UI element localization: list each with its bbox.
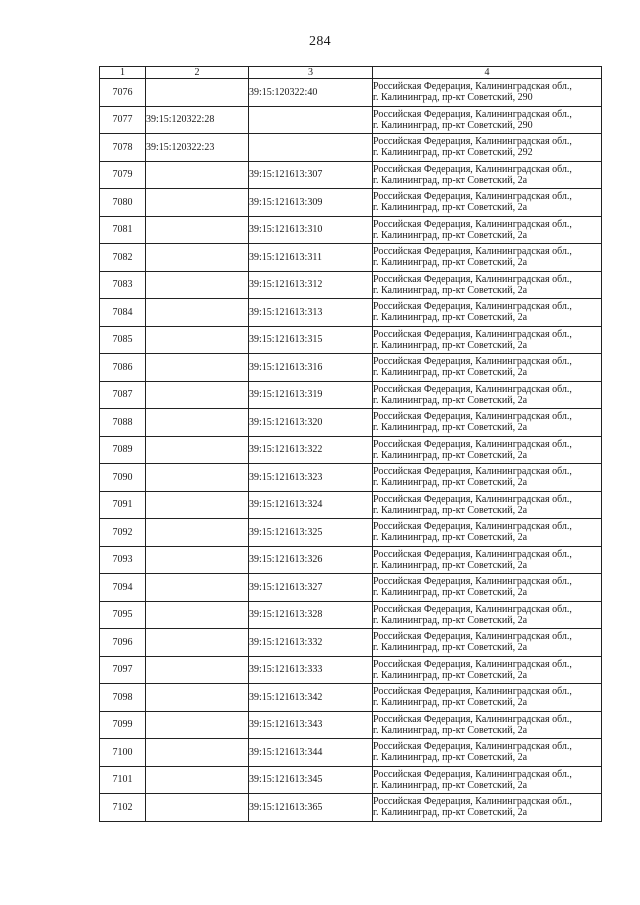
cadastral-number-cell — [146, 436, 249, 464]
address-cell — [373, 601, 602, 629]
address-cell — [373, 711, 602, 739]
row-number-cell: 7089 — [100, 436, 146, 464]
column-header-1: 1 — [100, 67, 146, 79]
cadastral-number-cell: 39:15:121613:316 — [249, 354, 373, 382]
cadastral-number-cell: 39:15:121613:345 — [249, 766, 373, 794]
row-number-cell: 7096 — [100, 629, 146, 657]
column-header-3: 3 — [249, 67, 373, 79]
row-number-cell: 7076 — [100, 79, 146, 107]
address-line-2: г. Калининград, пр-кт Советский, 2а — [373, 312, 528, 324]
row-number-cell: 7082 — [100, 244, 146, 272]
address-cell — [373, 381, 602, 409]
address-line-1: Российская Федерация, Калининградская обл., — [373, 768, 572, 780]
cadastral-number-cell: 39:15:121613:327 — [249, 574, 373, 602]
cadastral-number-cell: 39:15:121613:320 — [249, 409, 373, 437]
table-row — [100, 244, 602, 272]
address-cell — [373, 574, 602, 602]
row-number-cell: 7099 — [100, 711, 146, 739]
address-cell — [373, 134, 602, 162]
address-line-1: Российская Федерация, Калининградская обл., — [373, 356, 572, 368]
address-cell — [373, 464, 602, 492]
address-line-2: г. Калининград, пр-кт Советский, 2а — [373, 367, 528, 379]
table-row — [100, 271, 602, 299]
cadastral-number-cell — [146, 574, 249, 602]
address-line-2: г. Калининград, пр-кт Советский, 2а — [373, 504, 528, 516]
column-header-4: 4 — [373, 67, 602, 79]
cadastral-number-cell — [146, 629, 249, 657]
row-number-cell: 7083 — [100, 271, 146, 299]
row-number-cell: 7077 — [100, 106, 146, 134]
address-line-2: г. Калининград, пр-кт Советский, 2а — [373, 724, 528, 736]
address-cell — [373, 299, 602, 327]
address-line-1: Российская Федерация, Калининградская обл., — [373, 603, 572, 615]
table-row — [100, 134, 602, 162]
address-line-2: г. Калининград, пр-кт Советский, 2а — [373, 669, 528, 681]
address-cell — [373, 739, 602, 767]
row-number-cell: 7094 — [100, 574, 146, 602]
row-number-cell: 7078 — [100, 134, 146, 162]
table-row — [100, 519, 602, 547]
cadastral-number-cell — [146, 766, 249, 794]
cadastral-number-cell: 39:15:121613:325 — [249, 519, 373, 547]
address-line-1: Российская Федерация, Калининградская обл., — [373, 658, 572, 670]
address-line-1: Российская Федерация, Калининградская обл., — [373, 521, 572, 533]
cadastral-number-cell: 39:15:121613:312 — [249, 271, 373, 299]
row-number-cell: 7084 — [100, 299, 146, 327]
table-row — [100, 464, 602, 492]
address-line-2: г. Калининград, пр-кт Советский, 292 — [373, 147, 533, 159]
table-row — [100, 491, 602, 519]
address-line-2: г. Калининград, пр-кт Советский, 2а — [373, 559, 528, 571]
table-row — [100, 354, 602, 382]
address-line-1: Российская Федерация, Калининградская обл., — [373, 741, 572, 753]
address-line-1: Российская Федерация, Калининградская обл., — [373, 163, 572, 175]
cadastral-number-cell — [146, 79, 249, 107]
cadastral-number-cell: 39:15:121613:323 — [249, 464, 373, 492]
cadastral-number-cell: 39:15:121613:332 — [249, 629, 373, 657]
address-line-2: г. Калининград, пр-кт Советский, 2а — [373, 697, 528, 709]
address-line-2: г. Калининград, пр-кт Советский, 2а — [373, 532, 528, 544]
row-number-cell: 7093 — [100, 546, 146, 574]
address-line-2: г. Калининград, пр-кт Советский, 2а — [373, 394, 528, 406]
column-header-2: 2 — [146, 67, 249, 79]
row-number-cell: 7098 — [100, 684, 146, 712]
row-number-cell: 7102 — [100, 794, 146, 822]
cadastral-number-cell: 39:15:120322:40 — [249, 79, 373, 107]
address-line-2: г. Калининград, пр-кт Советский, 2а — [373, 449, 528, 461]
table-row — [100, 299, 602, 327]
cadastral-number-cell: 39:15:121613:333 — [249, 656, 373, 684]
address-line-1: Российская Федерация, Калининградская обл., — [373, 548, 572, 560]
table-row — [100, 436, 602, 464]
table-body — [100, 79, 602, 822]
address-line-2: г. Калининград, пр-кт Советский, 2а — [373, 779, 528, 791]
cadastral-number-cell — [146, 299, 249, 327]
address-cell — [373, 409, 602, 437]
address-line-1: Российская Федерация, Калининградская обл., — [373, 246, 572, 258]
cadastral-number-cell — [146, 656, 249, 684]
address-line-1: Российская Федерация, Калининградская обл., — [373, 273, 572, 285]
row-number-cell: 7087 — [100, 381, 146, 409]
address-line-2: г. Калининград, пр-кт Советский, 2а — [373, 202, 528, 214]
cadastral-number-cell — [146, 519, 249, 547]
address-line-1: Российская Федерация, Калининградская обл., — [373, 191, 572, 203]
row-number-cell: 7088 — [100, 409, 146, 437]
cadastral-number-cell — [146, 546, 249, 574]
address-line-2: г. Калининград, пр-кт Советский, 2а — [373, 587, 528, 599]
cadastral-number-cell: 39:15:121613:343 — [249, 711, 373, 739]
cadastral-number-cell: 39:15:121613:311 — [249, 244, 373, 272]
cadastral-number-cell: 39:15:120322:23 — [146, 134, 249, 162]
address-line-2: г. Калининград, пр-кт Советский, 2а — [373, 642, 528, 654]
cadastral-number-cell: 39:15:121613:342 — [249, 684, 373, 712]
cadastral-number-cell: 39:15:120322:28 — [146, 106, 249, 134]
cadastral-number-cell — [146, 601, 249, 629]
table-row — [100, 711, 602, 739]
table-row — [100, 216, 602, 244]
address-cell — [373, 354, 602, 382]
address-line-2: г. Калининград, пр-кт Советский, 2а — [373, 422, 528, 434]
address-cell — [373, 766, 602, 794]
address-line-1: Российская Федерация, Калининградская обл., — [373, 383, 572, 395]
address-cell — [373, 106, 602, 134]
cadastral-number-cell — [146, 409, 249, 437]
cadastral-number-cell — [146, 354, 249, 382]
row-number-cell: 7079 — [100, 161, 146, 189]
cadastral-number-cell: 39:15:121613:365 — [249, 794, 373, 822]
cadastral-number-cell — [146, 711, 249, 739]
row-number-cell: 7091 — [100, 491, 146, 519]
cadastral-number-cell — [146, 244, 249, 272]
table-row — [100, 161, 602, 189]
registry-table — [99, 66, 602, 822]
row-number-cell: 7085 — [100, 326, 146, 354]
cadastral-number-cell — [146, 161, 249, 189]
row-number-cell: 7100 — [100, 739, 146, 767]
row-number-cell: 7090 — [100, 464, 146, 492]
address-line-1: Российская Федерация, Калининградская обл., — [373, 218, 572, 230]
address-cell — [373, 216, 602, 244]
cadastral-number-cell — [249, 106, 373, 134]
table-row — [100, 656, 602, 684]
address-cell — [373, 546, 602, 574]
address-cell — [373, 519, 602, 547]
address-line-2: г. Калининград, пр-кт Советский, 2а — [373, 229, 528, 241]
row-number-cell: 7081 — [100, 216, 146, 244]
address-cell — [373, 161, 602, 189]
address-line-2: г. Калининград, пр-кт Советский, 290 — [373, 119, 533, 131]
table-row — [100, 629, 602, 657]
address-cell — [373, 684, 602, 712]
table-row — [100, 381, 602, 409]
cadastral-number-cell: 39:15:121613:326 — [249, 546, 373, 574]
address-line-2: г. Калининград, пр-кт Советский, 290 — [373, 92, 533, 104]
address-line-1: Российская Федерация, Калининградская обл., — [373, 631, 572, 643]
address-cell — [373, 244, 602, 272]
address-line-1: Российская Федерация, Калининградская обл., — [373, 686, 572, 698]
cadastral-number-cell — [146, 794, 249, 822]
row-number-cell: 7086 — [100, 354, 146, 382]
address-line-2: г. Калининград, пр-кт Советский, 2а — [373, 807, 528, 819]
table-row — [100, 409, 602, 437]
address-cell — [373, 326, 602, 354]
header-row — [100, 67, 602, 79]
cadastral-number-cell — [146, 381, 249, 409]
address-cell — [373, 629, 602, 657]
table-header — [100, 67, 602, 79]
row-number-cell: 7101 — [100, 766, 146, 794]
address-line-2: г. Калининград, пр-кт Советский, 2а — [373, 284, 528, 296]
address-line-1: Российская Федерация, Калининградская обл., — [373, 438, 572, 450]
cadastral-number-cell: 39:15:121613:313 — [249, 299, 373, 327]
cadastral-number-cell — [146, 326, 249, 354]
address-line-1: Российская Федерация, Калининградская обл., — [373, 493, 572, 505]
address-line-1: Российская Федерация, Калининградская обл., — [373, 136, 572, 148]
table-row — [100, 601, 602, 629]
address-cell — [373, 656, 602, 684]
address-line-2: г. Калининград, пр-кт Советский, 2а — [373, 614, 528, 626]
cadastral-number-cell: 39:15:121613:322 — [249, 436, 373, 464]
cadastral-number-cell: 39:15:121613:309 — [249, 189, 373, 217]
table-row — [100, 766, 602, 794]
address-line-1: Российская Федерация, Калининградская обл., — [373, 796, 572, 808]
address-line-2: г. Калининград, пр-кт Советский, 2а — [373, 174, 528, 186]
address-cell — [373, 794, 602, 822]
address-line-1: Российская Федерация, Калининградская обл., — [373, 301, 572, 313]
address-line-2: г. Калининград, пр-кт Советский, 2а — [373, 752, 528, 764]
page-number: 284 — [309, 34, 331, 49]
cadastral-number-cell — [146, 684, 249, 712]
cadastral-number-cell — [146, 271, 249, 299]
address-line-1: Российская Федерация, Калининградская обл., — [373, 576, 572, 588]
address-line-1: Российская Федерация, Калининградская обл., — [373, 81, 572, 93]
cadastral-number-cell: 39:15:121613:307 — [249, 161, 373, 189]
table-row — [100, 106, 602, 134]
cadastral-number-cell: 39:15:121613:315 — [249, 326, 373, 354]
cadastral-number-cell: 39:15:121613:319 — [249, 381, 373, 409]
address-line-2: г. Калининград, пр-кт Советский, 2а — [373, 257, 528, 269]
cadastral-number-cell — [249, 134, 373, 162]
address-cell — [373, 491, 602, 519]
cadastral-number-cell: 39:15:121613:328 — [249, 601, 373, 629]
table-row — [100, 189, 602, 217]
row-number-cell: 7097 — [100, 656, 146, 684]
address-line-2: г. Калининград, пр-кт Советский, 2а — [373, 477, 528, 489]
address-cell — [373, 189, 602, 217]
row-number-cell: 7080 — [100, 189, 146, 217]
address-cell — [373, 436, 602, 464]
address-cell — [373, 79, 602, 107]
cadastral-number-cell — [146, 464, 249, 492]
table-row — [100, 684, 602, 712]
cadastral-number-cell — [146, 216, 249, 244]
address-line-1: Российская Федерация, Калининградская обл., — [373, 411, 572, 423]
cadastral-number-cell — [146, 739, 249, 767]
row-number-cell: 7092 — [100, 519, 146, 547]
table-row — [100, 574, 602, 602]
table-row — [100, 79, 602, 107]
address-line-1: Российская Федерация, Калининградская обл., — [373, 466, 572, 478]
table-row — [100, 326, 602, 354]
address-line-1: Российская Федерация, Калининградская обл., — [373, 108, 572, 120]
table-row — [100, 546, 602, 574]
address-cell — [373, 271, 602, 299]
cadastral-number-cell: 39:15:121613:324 — [249, 491, 373, 519]
cadastral-number-cell — [146, 491, 249, 519]
table-row — [100, 794, 602, 822]
address-line-2: г. Калининград, пр-кт Советский, 2а — [373, 339, 528, 351]
cadastral-number-cell — [146, 189, 249, 217]
row-number-cell: 7095 — [100, 601, 146, 629]
cadastral-number-cell: 39:15:121613:310 — [249, 216, 373, 244]
cadastral-number-cell: 39:15:121613:344 — [249, 739, 373, 767]
address-line-1: Российская Федерация, Калининградская обл., — [373, 713, 572, 725]
address-line-1: Российская Федерация, Калининградская обл., — [373, 328, 572, 340]
table-row — [100, 739, 602, 767]
